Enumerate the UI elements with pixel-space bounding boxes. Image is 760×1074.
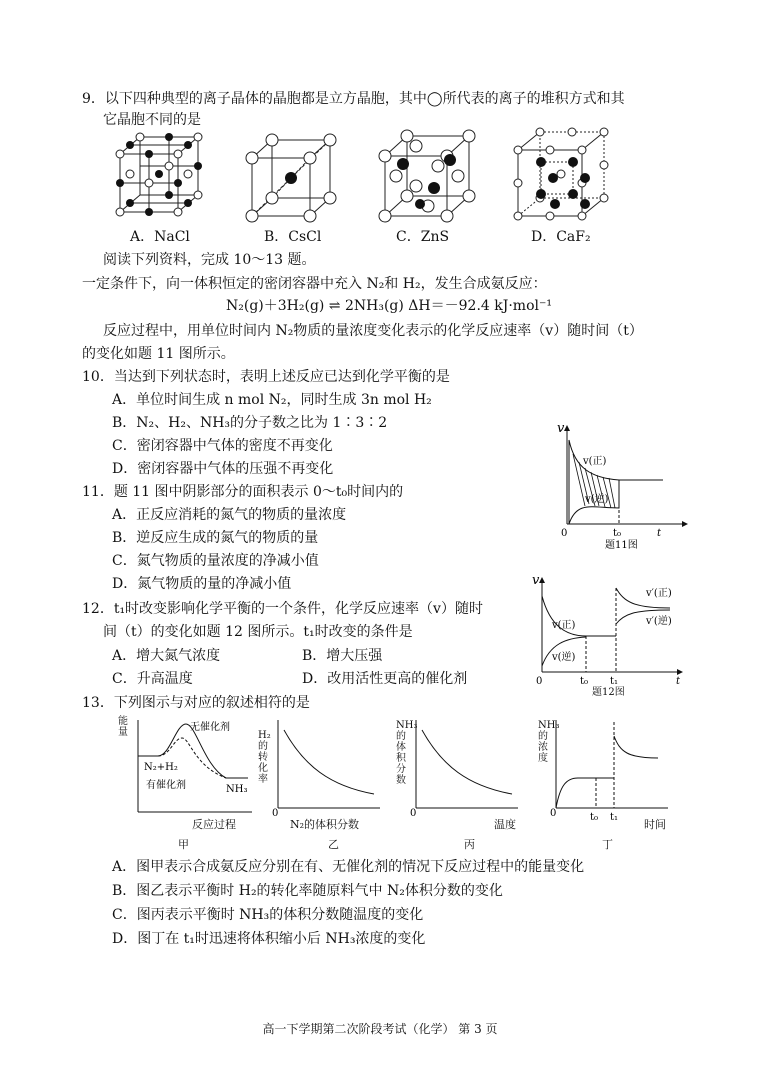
fig-yi-graph — [270, 716, 390, 819]
q10-option-a: A．单位时间生成 n mol N₂，同时生成 3n mol H₂ — [112, 392, 432, 408]
fig-yi-origin: 0 — [272, 808, 279, 819]
q9-option-a: A．NaCl — [130, 229, 190, 245]
fig11-t-label: t — [657, 528, 662, 539]
fig-yi-caption: 乙 — [328, 838, 339, 851]
fig-jia-xlabel: 反应过程 — [192, 818, 236, 831]
fig-jia-no-catalyst: 无催化剂 — [190, 722, 230, 733]
fig11-v-label: v — [557, 421, 565, 436]
q12-stem-line1: 12．t₁时改变影响化学平衡的一个条件，化学反应速率（v）随时 — [82, 601, 483, 617]
cscl-crystal-cell-icon — [245, 132, 335, 224]
fig11-caption: 题11图 — [605, 540, 638, 551]
fig12-t1: t₁ — [610, 676, 619, 687]
fig12-vfwd-label: v(正) — [552, 620, 576, 631]
nacl-crystal-cell-icon — [115, 132, 203, 224]
q13-option-c: C．图丙表示平衡时 NH₃的体积分数随温度的变化 — [112, 907, 424, 923]
caf2-crystal-cell-icon — [513, 128, 609, 224]
fig-jia-reactants: N₂+H₂ — [144, 762, 178, 773]
fig-bing-origin: 0 — [410, 808, 417, 819]
q11-option-a: A．正反应消耗的氮气的物质的量浓度 — [112, 507, 347, 523]
q13-option-a: A．图甲表示合成氨反应分别在有、无催化剂的情况下反应过程中的能量变化 — [112, 859, 585, 875]
fig12-t0: t₀ — [580, 676, 589, 687]
q11-stem: 11．题 11 图中阴影部分的面积表示 0～t₀时间内的 — [82, 484, 404, 500]
q13-option-b: B．图乙表示平衡时 H₂的转化率随原料气中 N₂体积分数的变化 — [112, 883, 503, 899]
fig12-origin: 0 — [536, 676, 543, 687]
fig-jia-product: NH₃ — [226, 784, 248, 795]
reading-line1: 一定条件下，向一体积恒定的密闭容器中充入 N₂和 H₂，发生合成氨反应： — [82, 276, 547, 292]
fig-bing-caption: 丙 — [464, 838, 475, 851]
zns-crystal-cell-icon — [378, 130, 474, 224]
reading-intro: 阅读下列资料，完成 10～13 题。 — [103, 252, 316, 268]
q9-stem-line1: 9．以下四种典型的离子晶体的晶胞都是立方晶胞，其中◯所代表的离子的堆积方式和其 — [82, 91, 625, 107]
fig-ding-ylabel: NH₃的浓度 — [538, 720, 560, 764]
fig-ding-xlabel: 时间 — [644, 818, 666, 831]
fig12-vrev-label: v(逆) — [552, 652, 576, 663]
fig-jia-ylabel: 能量 — [118, 716, 128, 738]
fig12-t-label: t — [676, 676, 681, 687]
q9-option-b: B．CsCl — [264, 229, 322, 245]
fig-yi-xlabel: N₂的体积分数 — [290, 818, 360, 831]
fig-jia-catalyst: 有催化剂 — [146, 780, 186, 791]
q10-option-b: B．N₂、H₂、NH₃的分子数之比为 1∶3∶2 — [112, 415, 388, 431]
page-footer: 高一下学期第二次阶段考试（化学） 第 3 页 — [262, 1022, 498, 1036]
q11-option-d: D．氮气物质的量的净减小值 — [112, 576, 292, 592]
q13-stem: 13．下列图示与对应的叙述相符的是 — [82, 695, 310, 711]
fig-ding-t1: t₁ — [610, 812, 619, 823]
fig12-v2fwd-label: v′(正) — [646, 588, 672, 599]
fig-ding-t0: t₀ — [590, 812, 599, 823]
fig11-origin: 0 — [561, 528, 568, 539]
q12-option-a: A．增大氮气浓度 — [112, 648, 221, 664]
reaction-equation: N₂(g)＋3H₂(g) ⇌ 2NH₃(g) ΔH＝－92.4 kJ·mol⁻¹ — [226, 298, 552, 314]
fig-jia-energy-diagram — [130, 716, 260, 826]
q13-option-d: D．图丁在 t₁时迅速将体积缩小后 NH₃浓度的变化 — [112, 931, 426, 947]
q10-stem: 10．当达到下列状态时，表明上述反应已达到化学平衡的是 — [82, 369, 450, 385]
q11-option-c: C．氮气物质的量浓度的净减小值 — [112, 553, 319, 569]
fig12-caption: 题12图 — [592, 687, 625, 698]
fig11-vfwd-label: v(正) — [583, 456, 607, 467]
fig-ding-origin: 0 — [550, 808, 557, 819]
q12-option-c: C．升高温度 — [112, 671, 193, 687]
q11-option-b: B．逆反应生成的氮气的物质的量 — [112, 530, 319, 546]
q10-option-c: C．密闭容器中气体的密度不再变化 — [112, 438, 333, 454]
q9-stem-line2: 它晶胞不同的是 — [103, 112, 201, 128]
fig11-rate-time-graph — [555, 420, 695, 550]
q9-option-c: C．ZnS — [396, 229, 450, 245]
fig-bing-xlabel: 温度 — [494, 818, 516, 831]
q9-option-d: D．CaF₂ — [531, 229, 591, 245]
fig-ding-graph — [548, 716, 678, 826]
fig-ding-caption: 丁 — [602, 838, 613, 851]
fig-bing-graph — [408, 716, 528, 819]
q12-option-b: B．增大压强 — [302, 648, 383, 664]
fig-yi-ylabel: H₂的转化率 — [258, 730, 271, 785]
q12-stem-line2: 间（t）的变化如题 12 图所示。t₁时改变的条件是 — [103, 624, 413, 640]
fig12-rate-time-graph — [530, 574, 690, 690]
q12-option-d: D．改用活性更高的催化剂 — [302, 671, 468, 687]
reading-line2: 反应过程中，用单位时间内 N₂物质的量浓度变化表示的化学反应速率（v）随时间（t） — [103, 323, 643, 339]
reading-line3: 的变化如题 11 图所示。 — [82, 346, 235, 362]
fig-jia-caption: 甲 — [178, 838, 189, 851]
fig-bing-ylabel: NH₃的体积分数 — [396, 720, 418, 786]
fig12-v-label: v — [532, 573, 540, 588]
fig12-v2rev-label: v′(逆) — [646, 616, 672, 627]
q10-option-d: D．密闭容器中气体的压强不再变化 — [112, 461, 334, 477]
fig11-t0: t₀ — [613, 528, 622, 539]
fig11-vrev-label: v(逆) — [585, 494, 609, 505]
